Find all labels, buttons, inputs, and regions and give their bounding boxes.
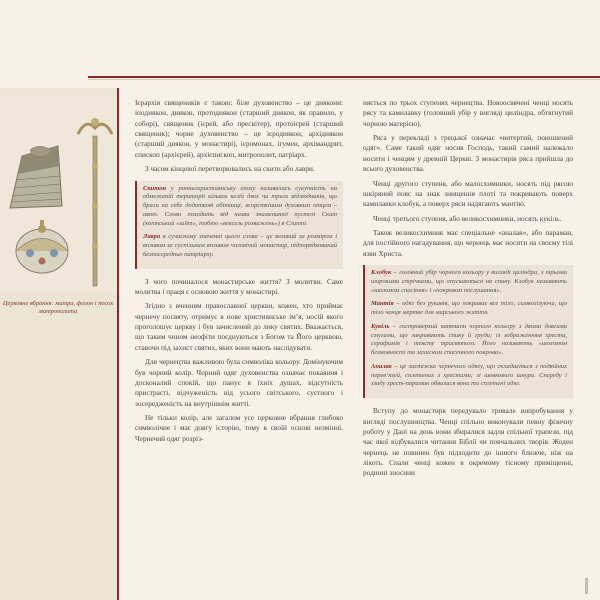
paragraph: Ієрархія священиків є такою: біле духовенство – це диякони: іподиякон, диякон, протодиякон (старший диякон, як правило, у соборі), священик (ієрей, або пресвітер), протоієрей (старший священик); чорне духовенство – це ієродиякон, архідиякон (старший диякон, у монастирі), ієромонах, ігумен, архімандрит, єпископ (архієрей), архієпископ, митрополит, патріарх. xyxy=(135,98,343,159)
page-edge-mark xyxy=(585,578,588,594)
paragraph: Ряса у перекладі з грецької означає «витертий, поношений одяг». Саме такий одяг носив Господь, такий самий належало носити і ченцям у древній Церкві. З монастирів ряса прийшла до всього духовенства. xyxy=(363,133,573,174)
paragraph: Ченці третього ступеня, або великосхимники, носять кукіль. xyxy=(373,213,562,223)
image-caption: Церковне вбрання: митра, фелон і посох митрополита xyxy=(2,300,114,316)
glossary-definition: – гостроверхий капюшон чорного кольору з двома довгими смугами, що закривають спину й груди; із зображенням хреста, серафимів і тексту трисвятого. Його називають «шоломом безмовності та захисним спасенного покрова». xyxy=(371,322,567,357)
vestments-image xyxy=(0,96,117,291)
paragraph: Для чернецтва важливою була символіка кольору. Домінуючим був чорний колір. Чорний одяг духовенства означає покаяння і досконалий спокій, що панує в їхніх душах, відсутність пристрасті, відчуженість від усього світського, суєтного і зосередженість на внутрішнім житті. xyxy=(135,357,343,408)
glossary-entry xyxy=(371,300,567,318)
paragraph: Ченці другого ступеня, або малосхимники, носять під рясою шкіряний пояс на знак знищення плоті та покривають поверх камилавки клобук, а поверх ряси надягають мантію. xyxy=(363,178,573,209)
text-column-right xyxy=(363,98,573,483)
glossary-definition: в сучасному значенні цього слова – це великий за розміром і впливом за суспільним впливом чоловічий монастир, підпорядкований безпосередньо патріарху. xyxy=(143,233,337,258)
paragraph: Вступу до монастиря передувало тривале випробування у вигляді послушництва. Ченці спільно виконували певну фізичну роботу у Дані на день вони збиралися задля спільної трапези, під час якої відбувалися читання Біблії чи повчальних творів. Жоден чернець не повинен був підходити до іншого ближче, ніж на лікоть. Спали ченці кожен в окремому тісному приміщенні, родинні зносини xyxy=(363,406,573,478)
top-rule xyxy=(88,76,600,78)
glossary-definition: у ранньохристиянську епоху називалась сукупність на обмеженій території кількох келій двох чи трьох відлюдників, що брали на себе додаткові обітниці, жорсткішим духовним отцем – авою. Слово походить від назви знаменитої пустелі Скит (коптський «шіїт», тобто «вексель розважень») в Єгипті. xyxy=(143,184,337,227)
glossary-term: Клобук xyxy=(371,269,392,277)
glossary-box xyxy=(363,265,573,398)
glossary-entry xyxy=(371,323,567,358)
paragraph: З часом кінцевої перетворювались на скити або лаври. xyxy=(145,164,315,174)
paragraph: няється по трьох ступенях чернецтва. Новоосвячені ченці носять рясу та камилавку (головний убір у вигляді циліндра, обтягнутий чорною матерією). xyxy=(363,98,573,128)
glossary-term: Аналав xyxy=(371,362,392,370)
vestments-illustration xyxy=(0,96,117,291)
paragraph: Згідно з вченням православної церкви, кожен, хто приймає чернечу посвяту, отримує в нове християнське ім’я, носій якого проголошує церкву і був зачислений до лику святих. Вважається, що таким чином неофіти поєднуються з Богом та Його церквою, ставочи під захист святих, яких вони мають наслідувати. xyxy=(135,301,343,352)
glossary-entry xyxy=(143,185,337,229)
glossary-entry xyxy=(371,269,567,295)
glossary-definition: – це застiжка чернечого одягу, що складається з подвійних перев’язей, сплетених з хрестами; зі шовкового шнура. Спереду і ззаду хрест-параман обвилися вони та сплетені одяг. xyxy=(371,362,567,388)
glossary-term: Скитон xyxy=(143,184,167,192)
text-column-left xyxy=(135,98,343,448)
glossary-term: Лавра xyxy=(143,233,161,241)
paragraph: Також великосхимник має спеціальне «аналав», або параман, для постійного нагадування, що чернець має носити на своєму тілі язви Христа. xyxy=(363,227,573,258)
paragraph: З чого починалося монастирське життя? З молитви. Саме молитва і праця є основою життя у монастирі. xyxy=(135,276,343,296)
glossary-entry xyxy=(143,233,337,259)
glossary-box xyxy=(135,181,343,269)
glossary-definition: – головний убір чорного кольору у вигляді циліндра, з трьома широкими стрічками, що опускаються на спину. Клобук називають «шоломом спасіння» і «покровом послушання». xyxy=(371,269,567,294)
paragraph: Не тільки колір, але загалом усе церковне вбрання глибоко символічне і має довгу історію, тому в своїй основі незмінні. Чернечий одяг розріз- xyxy=(135,412,343,443)
glossary-entry xyxy=(371,363,567,389)
glossary-term: Мантія xyxy=(371,300,394,308)
glossary-definition: – одяг без рукавів, що покриває все тіло, символізуючи, що тіло ченця мертве для мирського життя. xyxy=(371,300,567,317)
top-rule-shadow xyxy=(88,79,600,80)
left-sidebar-border xyxy=(117,88,119,600)
glossary-term: Кукіль xyxy=(371,322,390,330)
